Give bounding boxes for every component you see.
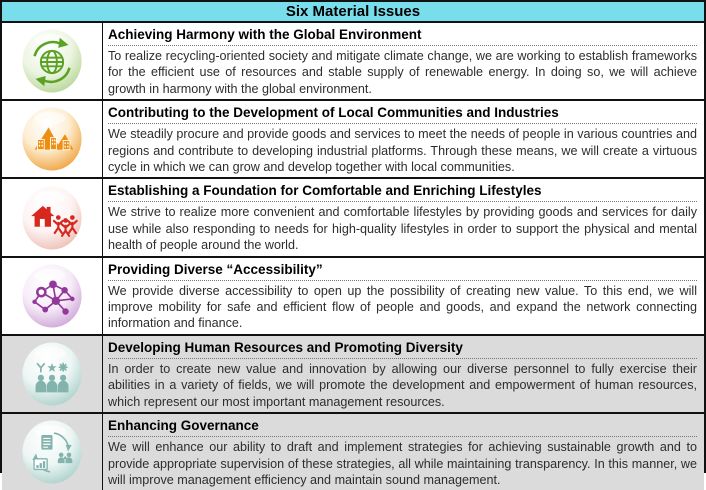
row-lifestyles-icon-cell: [2, 179, 103, 255]
row-environment-text-cell: [103, 23, 704, 99]
row-communities: [2, 101, 704, 179]
row-governance-icon-cell: [2, 414, 103, 490]
row-accessibility-text-cell: [103, 258, 704, 334]
house-family-icon: [21, 185, 83, 251]
governance-cycle-icon: [21, 419, 83, 485]
row-body: We strive to realize more convenient and comfortable lifestyles by providing goods and services for daily use while also responding to needs for high-quality lifestyles in order to support the physical and mental health of people around the world.: [108, 205, 697, 253]
row-accessibility-icon-cell: [2, 258, 103, 334]
page-title: Six Material Issues: [285, 3, 421, 20]
recycle-globe-icon: [21, 28, 83, 94]
row-title: Achieving Harmony with the Global Environment: [108, 25, 697, 46]
row-title: Contributing to the Development of Local Communities and Industries: [108, 103, 697, 124]
table-rows: [2, 23, 704, 490]
row-title: Providing Diverse “Accessibility”: [108, 260, 697, 281]
row-communities-icon-cell: [2, 101, 103, 177]
row-body: We will enhance our ability to draft and implement strategies for achieving sustainable growth and to provide appropriate supervision of these strategies, all while maintaining transparency. In this manner, we will improve management efficiency and maintain sound management.: [108, 440, 697, 487]
row-body: We provide diverse accessibility to open up the possibility of creating new value. To this end, we will improve mobility for safe and efficient flow of people and goods, and expand the network connecting information and finance.: [108, 283, 697, 331]
people-diversity-icon: [21, 341, 83, 407]
row-governance-text-cell: [103, 414, 704, 490]
row-body: In order to create new value and innovation by allowing our diverse personnel to fully exercise their abilities in a variety of fields, we will promote the development and empowerment of human resources, which represent our most important management resources.: [108, 361, 697, 409]
row-body: To realize recycling-oriented society and mitigate climate change, we are working to establish frameworks for the efficient use of resources and stable supply of renewable energy. In doing so, we will achieve growth in harmony with the global environment.: [108, 49, 697, 96]
mountain-city-icon: [21, 106, 83, 172]
row-lifestyles: [2, 179, 704, 257]
row-human-resources-icon-cell: [2, 336, 103, 412]
row-environment: [2, 23, 704, 101]
row-title: Establishing a Foundation for Comfortable and Enriching Lifestyles: [108, 181, 697, 202]
row-human-resources-text-cell: [103, 336, 704, 412]
row-title: Enhancing Governance: [108, 416, 697, 437]
row-accessibility: [2, 258, 704, 336]
row-lifestyles-text-cell: [103, 179, 704, 255]
table-header: [2, 2, 704, 23]
row-environment-icon-cell: [2, 23, 103, 99]
row-human-resources: [2, 336, 704, 414]
network-nodes-icon: [21, 263, 83, 329]
row-governance: [2, 414, 704, 490]
row-body: We steadily procure and provide goods and services to meet the needs of people in various countries and regions and contribute to developing industrial platforms. Through these means, we will create a virtuous cycle in which we can grow and develop together with local communities.: [108, 127, 697, 175]
row-communities-text-cell: [103, 101, 704, 177]
row-title: Developing Human Resources and Promoting Diversity: [108, 338, 697, 359]
